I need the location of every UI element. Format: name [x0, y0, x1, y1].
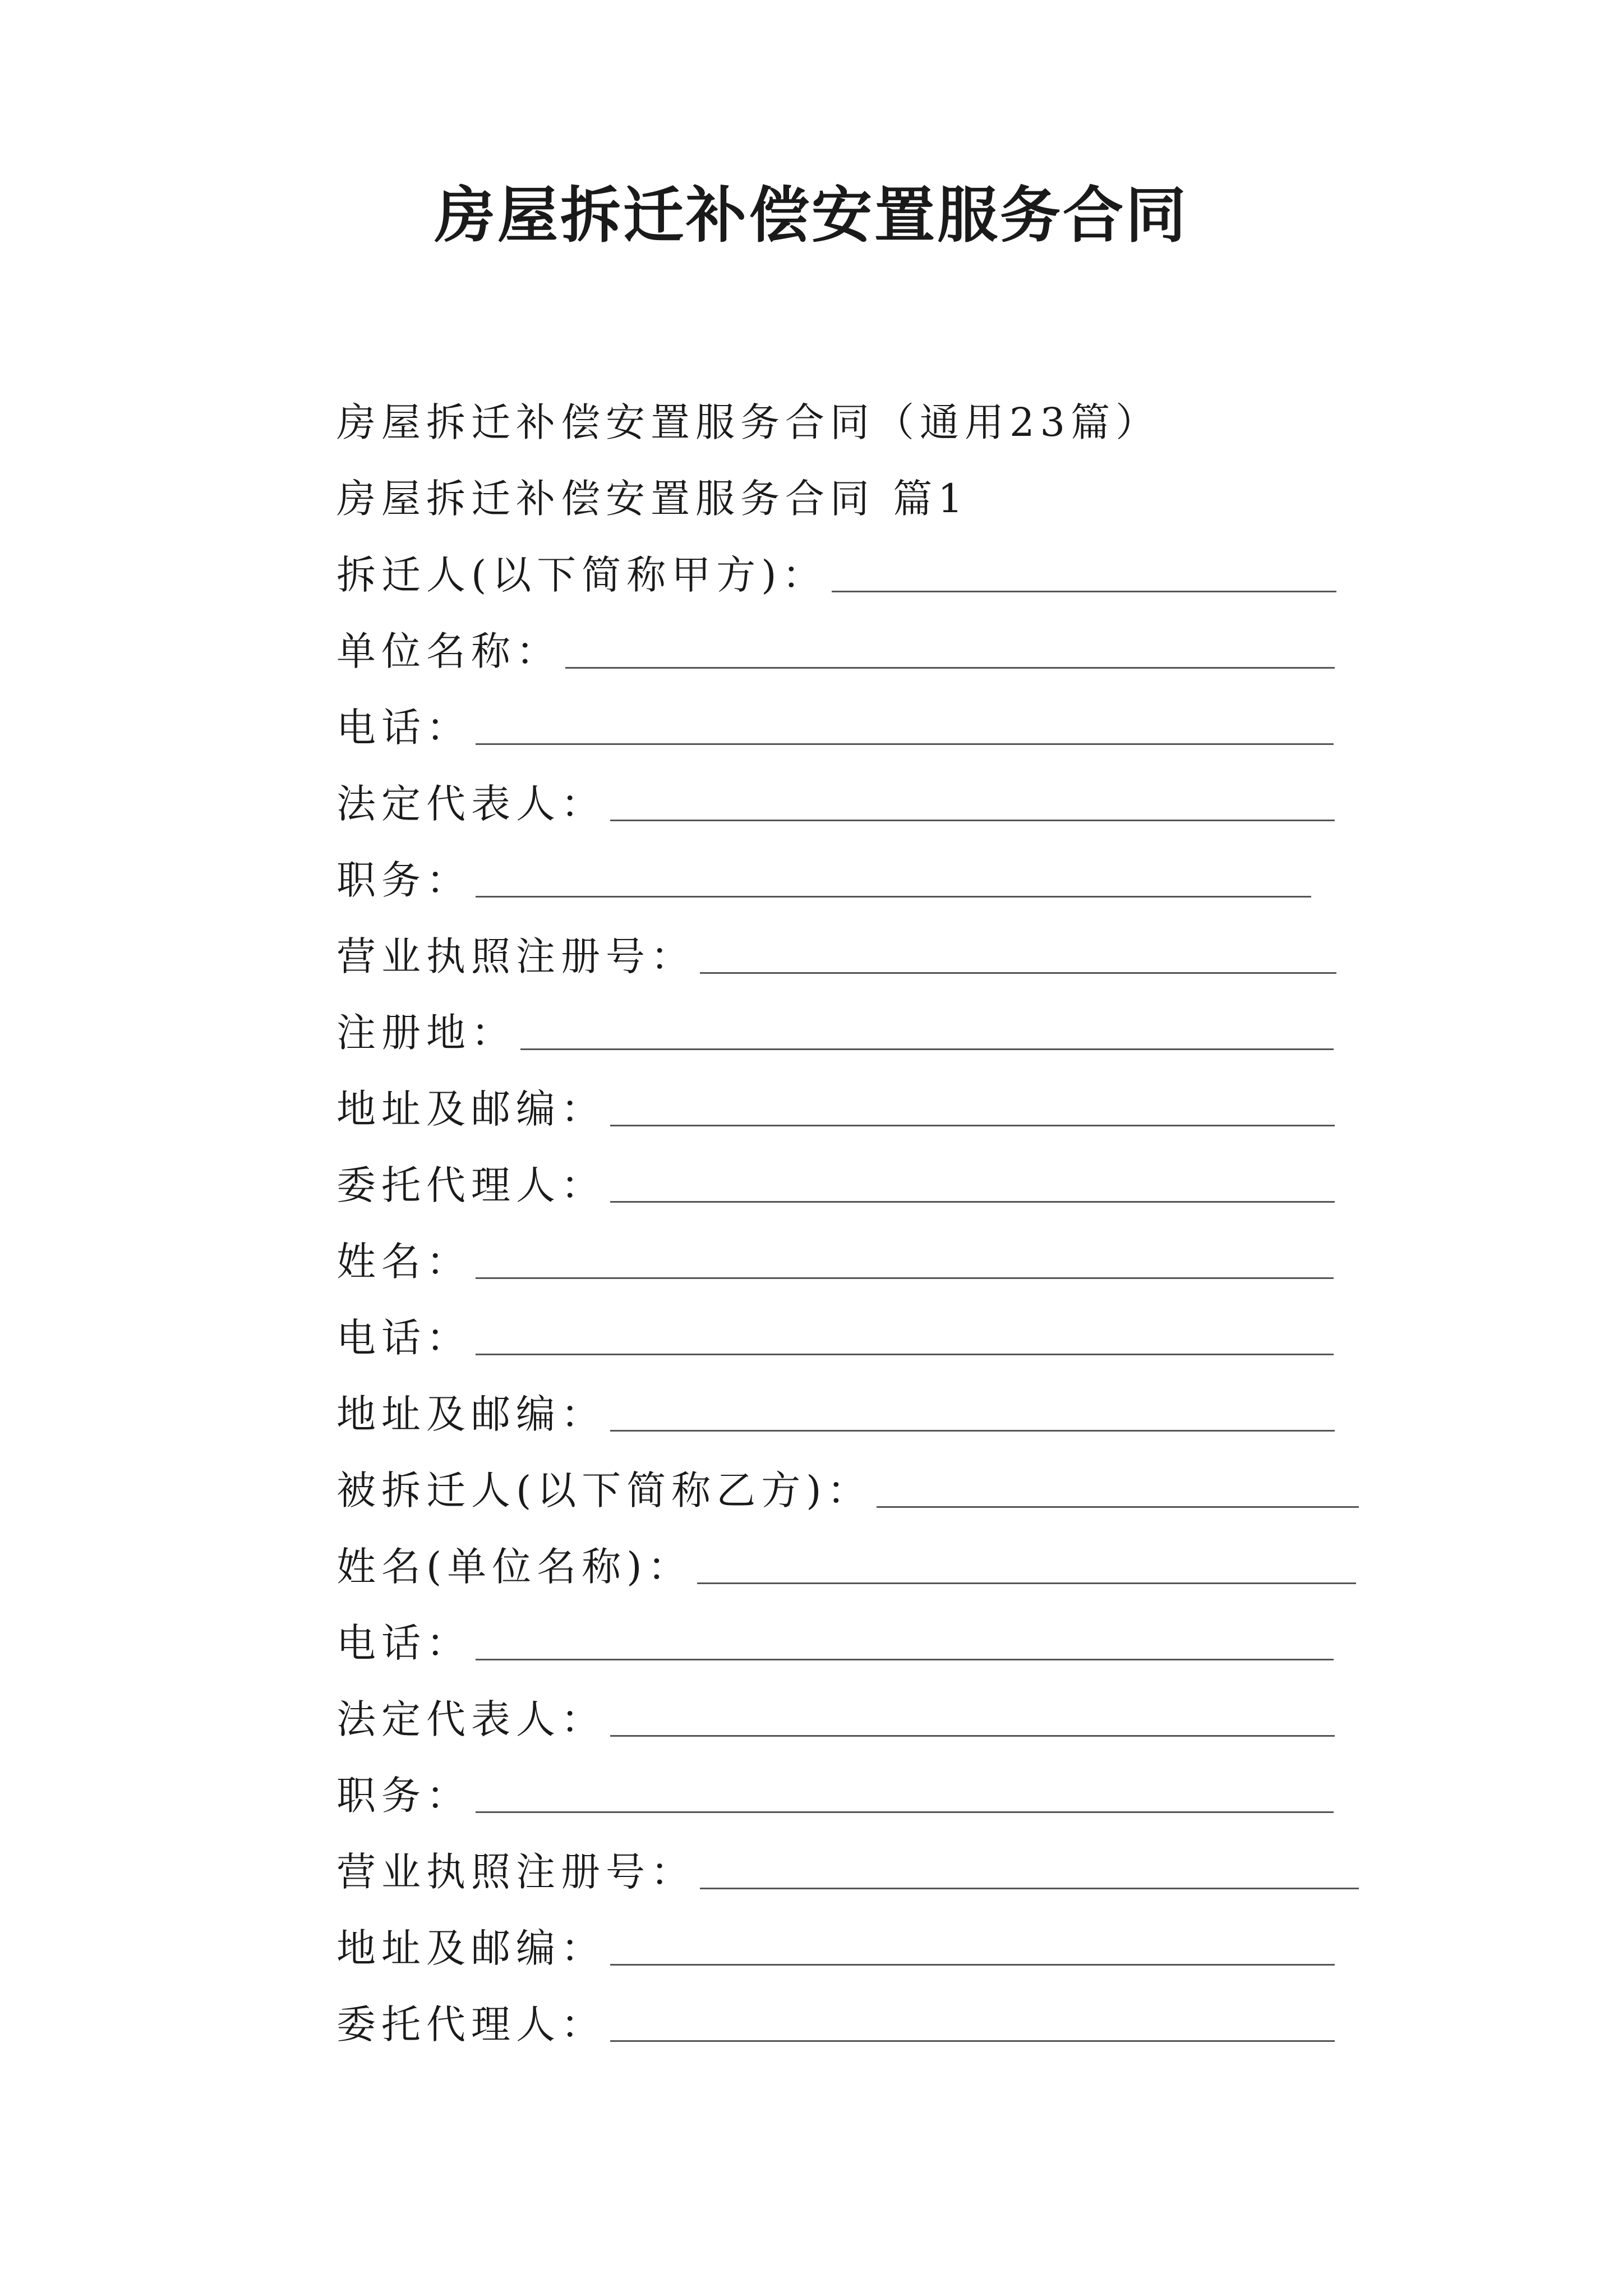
field-label: 营业执照注册号：: [336, 933, 695, 979]
form-field-name-unit: [336, 1525, 1458, 1601]
form-field-license-number: [336, 914, 1458, 991]
blank-line[interactable]: [697, 1582, 1356, 1584]
blank-line[interactable]: [610, 1201, 1335, 1203]
blank-line[interactable]: [476, 896, 1311, 898]
form-field-agent: [336, 1982, 1458, 2059]
form-field-position: [336, 838, 1458, 914]
blank-line[interactable]: [832, 591, 1336, 592]
field-label: 电话：: [336, 1315, 471, 1361]
document-body: [336, 380, 1458, 2059]
field-label: 注册地：: [336, 1010, 516, 1056]
form-field-registered-place: [336, 991, 1458, 1067]
form-field-legal-rep: [336, 1677, 1458, 1754]
field-label: 拆迁人(以下简称甲方)：: [336, 552, 827, 598]
blank-line[interactable]: [877, 1506, 1359, 1508]
blank-line[interactable]: [565, 667, 1335, 669]
form-field-demolisher: [336, 533, 1458, 609]
form-field-legal-rep: [336, 762, 1458, 838]
section-heading: 房屋拆迁补偿安置服务合同 篇1: [336, 476, 969, 522]
blank-line[interactable]: [610, 2040, 1335, 2042]
form-field-phone: [336, 1601, 1458, 1677]
blank-line[interactable]: [700, 972, 1336, 974]
blank-line[interactable]: [610, 1735, 1335, 1737]
field-label: 地址及邮编：: [336, 1391, 606, 1437]
form-field-phone: [336, 685, 1458, 762]
form-field-unit-name: [336, 609, 1458, 685]
field-label: 电话：: [336, 1620, 471, 1666]
blank-line[interactable]: [476, 1277, 1334, 1279]
field-label: 委托代理人：: [336, 1162, 606, 1208]
field-label: 职务：: [336, 857, 471, 903]
form-field-name: [336, 1220, 1458, 1296]
field-label: 电话：: [336, 705, 471, 751]
field-label: 单位名称：: [336, 628, 561, 674]
form-field-demolished-party: [336, 1448, 1458, 1525]
field-label: 营业执照注册号：: [336, 1849, 695, 1895]
field-label: 职务：: [336, 1773, 471, 1819]
form-field-phone: [336, 1296, 1458, 1372]
form-field-address: [336, 1067, 1458, 1143]
field-label: 地址及邮编：: [336, 1925, 606, 1971]
blank-line[interactable]: [610, 820, 1335, 821]
subtitle-line: [336, 380, 1458, 457]
form-field-address: [336, 1372, 1458, 1448]
blank-line[interactable]: [610, 1430, 1335, 1432]
field-label: 姓名(单位名称)：: [336, 1544, 693, 1590]
blank-line[interactable]: [476, 743, 1334, 745]
blank-line[interactable]: [610, 1964, 1335, 1966]
blank-line[interactable]: [520, 1048, 1334, 1050]
form-field-agent: [336, 1143, 1458, 1220]
form-field-license-number: [336, 1830, 1458, 1906]
form-field-position: [336, 1754, 1458, 1830]
field-label: 委托代理人：: [336, 2001, 606, 2047]
blank-line[interactable]: [610, 1125, 1335, 1126]
blank-line[interactable]: [476, 1659, 1334, 1660]
blank-line[interactable]: [700, 1888, 1359, 1889]
field-label: 法定代表人：: [336, 781, 606, 827]
subtitle: 房屋拆迁补偿安置服务合同（通用23篇）: [336, 399, 1161, 445]
form-field-address: [336, 1906, 1458, 1982]
field-label: 被拆迁人(以下简称乙方)：: [336, 1467, 872, 1513]
blank-line[interactable]: [476, 1354, 1334, 1355]
blank-line[interactable]: [476, 1811, 1334, 1813]
field-label: 地址及邮编：: [336, 1086, 606, 1132]
section-heading-line: [336, 457, 1458, 533]
document-title: 房屋拆迁补偿安置服务合同: [434, 180, 1188, 251]
field-label: 法定代表人：: [336, 1696, 606, 1742]
field-label: 姓名：: [336, 1239, 471, 1285]
